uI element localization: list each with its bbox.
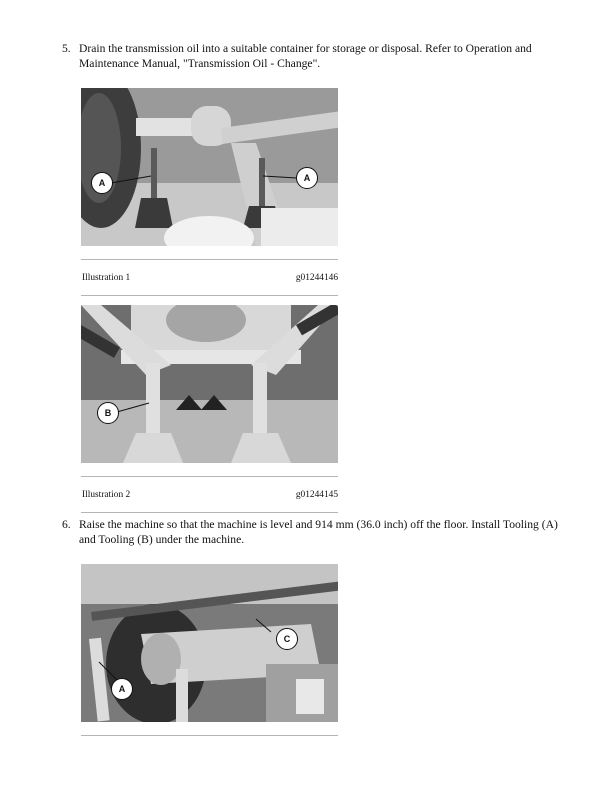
callout-a-left: A (91, 172, 113, 194)
step-6 (62, 517, 562, 547)
illustration-1-photo (81, 88, 338, 246)
caption-label: Illustration 2 (82, 490, 131, 500)
callout-a: A (111, 678, 133, 700)
illustration-1-caption (82, 272, 338, 284)
step-5 (62, 41, 562, 71)
callout-c: C (276, 628, 298, 650)
step-number: 6. (62, 518, 71, 531)
illustration-2-caption (82, 489, 338, 501)
caption-rule (81, 735, 338, 736)
caption-rule (81, 476, 338, 477)
callout-a-right: A (296, 167, 318, 189)
step-text: Raise the machine so that the machine is level and 914 mm (36.0 inch) off the floor. Install Tooling (A) and Tooling (B) under the machine. (79, 518, 558, 546)
caption-label: Illustration 1 (82, 273, 131, 283)
graphic-id: g01244146 (295, 273, 338, 283)
graphic-id: g01244145 (295, 490, 338, 500)
callout-b: B (97, 402, 119, 424)
caption-rule (81, 259, 338, 260)
caption-rule (81, 295, 338, 296)
step-number: 5. (62, 42, 71, 55)
caption-rule (81, 512, 338, 513)
step-text: Drain the transmission oil into a suitable container for storage or disposal. Refer to Operation and Maintenance Manual, "Transmission Oil - Change". (79, 42, 532, 70)
illustration-3-photo (81, 564, 338, 722)
illustration-2-photo (81, 305, 338, 463)
